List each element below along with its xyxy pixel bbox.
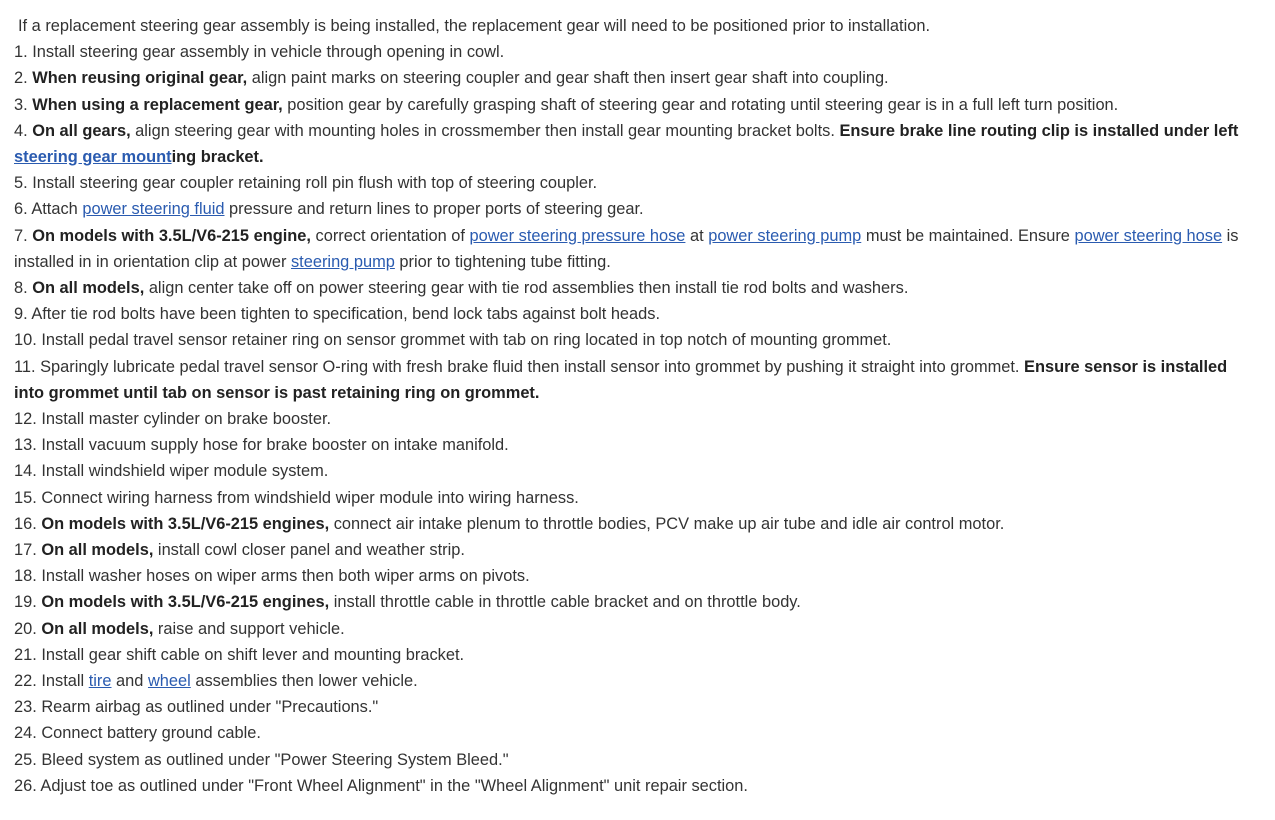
step-text: 15. Connect wiring harness from windshield wiper module into wiring harness. bbox=[14, 488, 579, 507]
step-23 bbox=[14, 694, 1260, 720]
step-18 bbox=[14, 563, 1260, 589]
step-text: 11. Sparingly lubricate pedal travel sensor O-ring with fresh brake fluid then install sensor into grommet by pushing it straight into grommet. bbox=[14, 357, 1025, 376]
step-text: position gear by carefully grasping shaft of steering gear and rotating until steering gear is in a full left turn position. bbox=[282, 95, 1119, 114]
step-text: install cowl closer panel and weather strip. bbox=[153, 541, 465, 560]
step-text: raise and support vehicle. bbox=[153, 619, 345, 638]
emphasis-text: On models with 3.5L/V6-215 engines, bbox=[41, 514, 330, 533]
step-15 bbox=[14, 485, 1260, 511]
step-text: align center take off on power steering gear with tie rod assemblies then install tie rod bolts and washers. bbox=[144, 279, 909, 298]
emphasis-text: On all gears, bbox=[32, 121, 131, 140]
step-8 bbox=[14, 275, 1260, 301]
step-text: 24. Connect battery ground cable. bbox=[14, 724, 261, 743]
step-text: prior to tightening tube fitting. bbox=[394, 252, 611, 271]
step-text: align steering gear with mounting holes in crossmember then install gear mounting bracket bolts. bbox=[130, 121, 840, 140]
step-14 bbox=[14, 458, 1260, 484]
step-text: 26. Adjust toe as outlined under "Front Wheel Alignment" in the "Wheel Alignment" unit repair section. bbox=[14, 776, 748, 795]
step-text: must be maintained. Ensure bbox=[861, 226, 1075, 245]
step-text: 3. bbox=[14, 95, 33, 114]
step-2 bbox=[14, 65, 1260, 91]
step-1 bbox=[14, 39, 1260, 65]
glossary-link[interactable]: power steering fluid bbox=[82, 200, 225, 219]
step-text: 9. After tie rod bolts have been tighten to specification, bend lock tabs against bolt heads. bbox=[14, 305, 661, 324]
step-text: 8. bbox=[14, 279, 33, 298]
step-25 bbox=[14, 747, 1260, 773]
step-22 bbox=[14, 668, 1260, 694]
step-3 bbox=[14, 92, 1260, 118]
step-text: 6. Attach bbox=[14, 200, 83, 219]
step-text: 23. Rearm airbag as outlined under "Precautions." bbox=[14, 698, 379, 717]
step-text: is installed in in orientation clip at power bbox=[14, 226, 1239, 271]
step-text: and bbox=[111, 672, 148, 691]
step-26 bbox=[14, 773, 1260, 799]
step-text: 17. bbox=[14, 541, 42, 560]
step-text: correct orientation of bbox=[310, 226, 470, 245]
step-text: 16. bbox=[14, 514, 42, 533]
step-16 bbox=[14, 511, 1260, 537]
emphasis-text: When using a replacement gear, bbox=[32, 95, 283, 114]
step-10 bbox=[14, 327, 1260, 353]
emphasis-text: On models with 3.5L/V6-215 engine, bbox=[32, 226, 311, 245]
glossary-link[interactable]: power steering hose bbox=[1074, 226, 1223, 245]
step-19 bbox=[14, 589, 1260, 615]
step-text: 21. Install gear shift cable on shift lever and mounting bracket. bbox=[14, 645, 465, 664]
step-11 bbox=[14, 354, 1260, 406]
step-text: 20. bbox=[14, 619, 42, 638]
step-5 bbox=[14, 170, 1260, 196]
step-text: 13. Install vacuum supply hose for brake booster on intake manifold. bbox=[14, 436, 509, 455]
glossary-link[interactable]: wheel bbox=[147, 672, 191, 691]
step-21 bbox=[14, 642, 1260, 668]
step-text: at bbox=[685, 226, 709, 245]
step-7 bbox=[14, 223, 1260, 275]
step-9 bbox=[14, 301, 1260, 327]
step-text: 2. bbox=[14, 69, 33, 88]
glossary-link[interactable]: power steering pump bbox=[708, 226, 862, 245]
step-text: 25. Bleed system as outlined under "Power Steering System Bleed." bbox=[14, 750, 509, 769]
emphasis-text: Ensure sensor is installed into grommet until tab on sensor is past retaining ring on grommet. bbox=[14, 357, 1228, 402]
emphasis-text: When reusing original gear, bbox=[32, 69, 248, 88]
step-text: connect air intake plenum to throttle bodies, PCV make up air tube and idle air control motor. bbox=[329, 514, 1005, 533]
step-20 bbox=[14, 616, 1260, 642]
step-text: 22. Install bbox=[14, 672, 89, 691]
step-24 bbox=[14, 720, 1260, 746]
emphasis-text: ing bracket. bbox=[171, 148, 264, 167]
step-4 bbox=[14, 118, 1260, 170]
glossary-link[interactable]: power steering pressure hose bbox=[469, 226, 686, 245]
intro-paragraph: If a replacement steering gear assembly is being installed, the replacement gear will need to be positioned prior to installation. bbox=[18, 17, 931, 35]
step-6 bbox=[14, 196, 1260, 222]
glossary-link[interactable]: tire bbox=[88, 672, 112, 691]
emphasis-text: Ensure brake line routing clip is installed under left bbox=[839, 121, 1239, 140]
step-text: pressure and return lines to proper ports of steering gear. bbox=[224, 200, 644, 219]
step-text: 18. Install washer hoses on wiper arms then both wiper arms on pivots. bbox=[14, 567, 530, 586]
step-text: 4. bbox=[14, 121, 33, 140]
step-text: align paint marks on steering coupler and gear shaft then insert gear shaft into coupling. bbox=[247, 69, 889, 88]
step-text: 19. bbox=[14, 593, 42, 612]
step-text: 10. Install pedal travel sensor retainer ring on sensor grommet with tab on ring located in top notch of mounting grommet. bbox=[14, 331, 892, 350]
step-text: 12. Install master cylinder on brake booster. bbox=[14, 410, 332, 429]
glossary-link[interactable]: steering gear mount bbox=[14, 148, 172, 167]
step-text: 14. Install windshield wiper module system. bbox=[14, 462, 329, 481]
emphasis-text: On models with 3.5L/V6-215 engines, bbox=[41, 593, 330, 612]
emphasis-text: On all models, bbox=[32, 279, 145, 298]
emphasis-text: On all models, bbox=[41, 619, 154, 638]
step-12 bbox=[14, 406, 1260, 432]
glossary-link[interactable]: steering pump bbox=[290, 252, 395, 271]
steps-list bbox=[14, 39, 1260, 799]
step-text: assemblies then lower vehicle. bbox=[190, 672, 418, 691]
step-17 bbox=[14, 537, 1260, 563]
emphasis-text: On all models, bbox=[41, 541, 154, 560]
step-13 bbox=[14, 432, 1260, 458]
step-text: 5. Install steering gear coupler retaining roll pin flush with top of steering coupler. bbox=[14, 174, 598, 193]
step-text: 7. bbox=[14, 226, 33, 245]
step-text: 1. Install steering gear assembly in vehicle through opening in cowl. bbox=[14, 43, 505, 62]
step-text: install throttle cable in throttle cable bracket and on throttle body. bbox=[329, 593, 801, 612]
